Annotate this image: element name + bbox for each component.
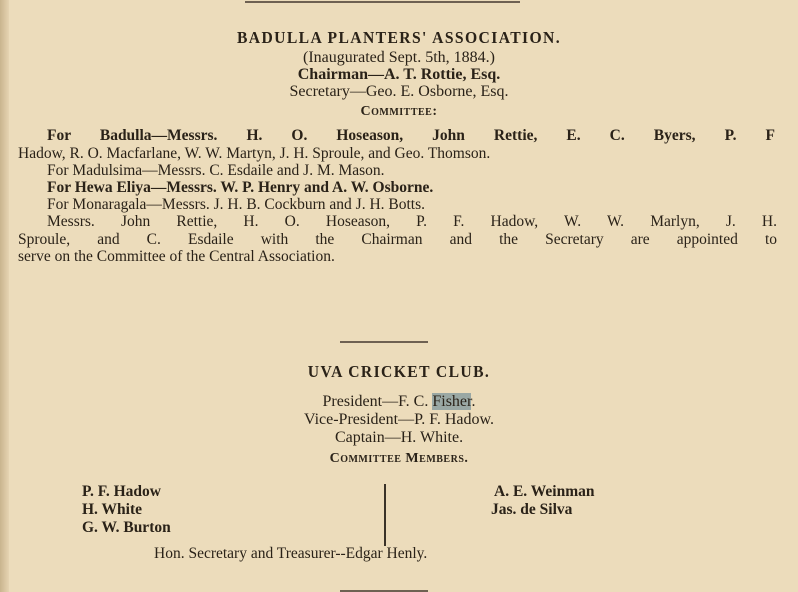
- president-line: [0, 393, 798, 411]
- committee-line: For Madulsima—Messrs. C. Esdaile and J. M. Mason.: [47, 162, 385, 179]
- hon-secretary-line: Hon. Secretary and Treasurer--Edgar Henly.: [154, 545, 428, 562]
- committee-line: For Badulla—Messrs. H. O. Hoseason, John Rettie, E. C. Byers, P. F: [47, 127, 775, 144]
- highlighted-name: Fisher: [432, 393, 472, 410]
- member-right: A. E. Weinman: [494, 483, 595, 500]
- committee-line: Messrs. John Rettie, H. O. Hoseason, P. F. Hadow, W. W. Marlyn, J. H.: [47, 213, 777, 230]
- president-suffix: .: [471, 393, 476, 410]
- member-left: P. F. Hadow: [82, 483, 161, 500]
- member-right: Jas. de Silva: [491, 501, 573, 518]
- section-title: BADULLA PLANTERS' ASSOCIATION.: [236, 28, 562, 47]
- committee-line: Sproule, and C. Esdaile with the Chairman and the Secretary are appointed to: [18, 231, 777, 248]
- committee-line: Hadow, R. O. Macfarlane, W. W. Martyn, J. H. Sproule, and Geo. Thomson.: [18, 145, 491, 162]
- secretary-line: Secretary—Geo. E. Osborne, Esq.: [289, 83, 509, 100]
- committee-members-heading: Committee Members.: [329, 451, 469, 466]
- committee-line: serve on the Committee of the Central Association.: [18, 248, 335, 265]
- inaugurated-line: (Inaugurated Sept. 5th, 1884.): [303, 49, 495, 66]
- committee-line: For Hewa Eliya—Messrs. W. P. Henry and A. W. Osborne.: [47, 179, 434, 196]
- committee-heading: Committee:: [360, 104, 438, 119]
- vice-president-line: Vice-President—P. F. Hadow.: [303, 411, 495, 428]
- captain-line: Captain—H. White.: [334, 429, 464, 446]
- section-title: UVA CRICKET CLUB.: [307, 362, 491, 381]
- column-divider: [384, 484, 386, 546]
- member-left: G. W. Burton: [82, 519, 171, 536]
- chairman-line: Chairman—A. T. Rottie, Esq.: [297, 66, 501, 83]
- section-divider: [340, 341, 428, 343]
- committee-line: For Monaragala—Messrs. J. H. B. Cockburn and J. H. Botts.: [47, 196, 426, 213]
- top-divider: [245, 1, 520, 3]
- member-left: H. White: [82, 501, 142, 518]
- president-label: President—F. C.: [322, 393, 433, 410]
